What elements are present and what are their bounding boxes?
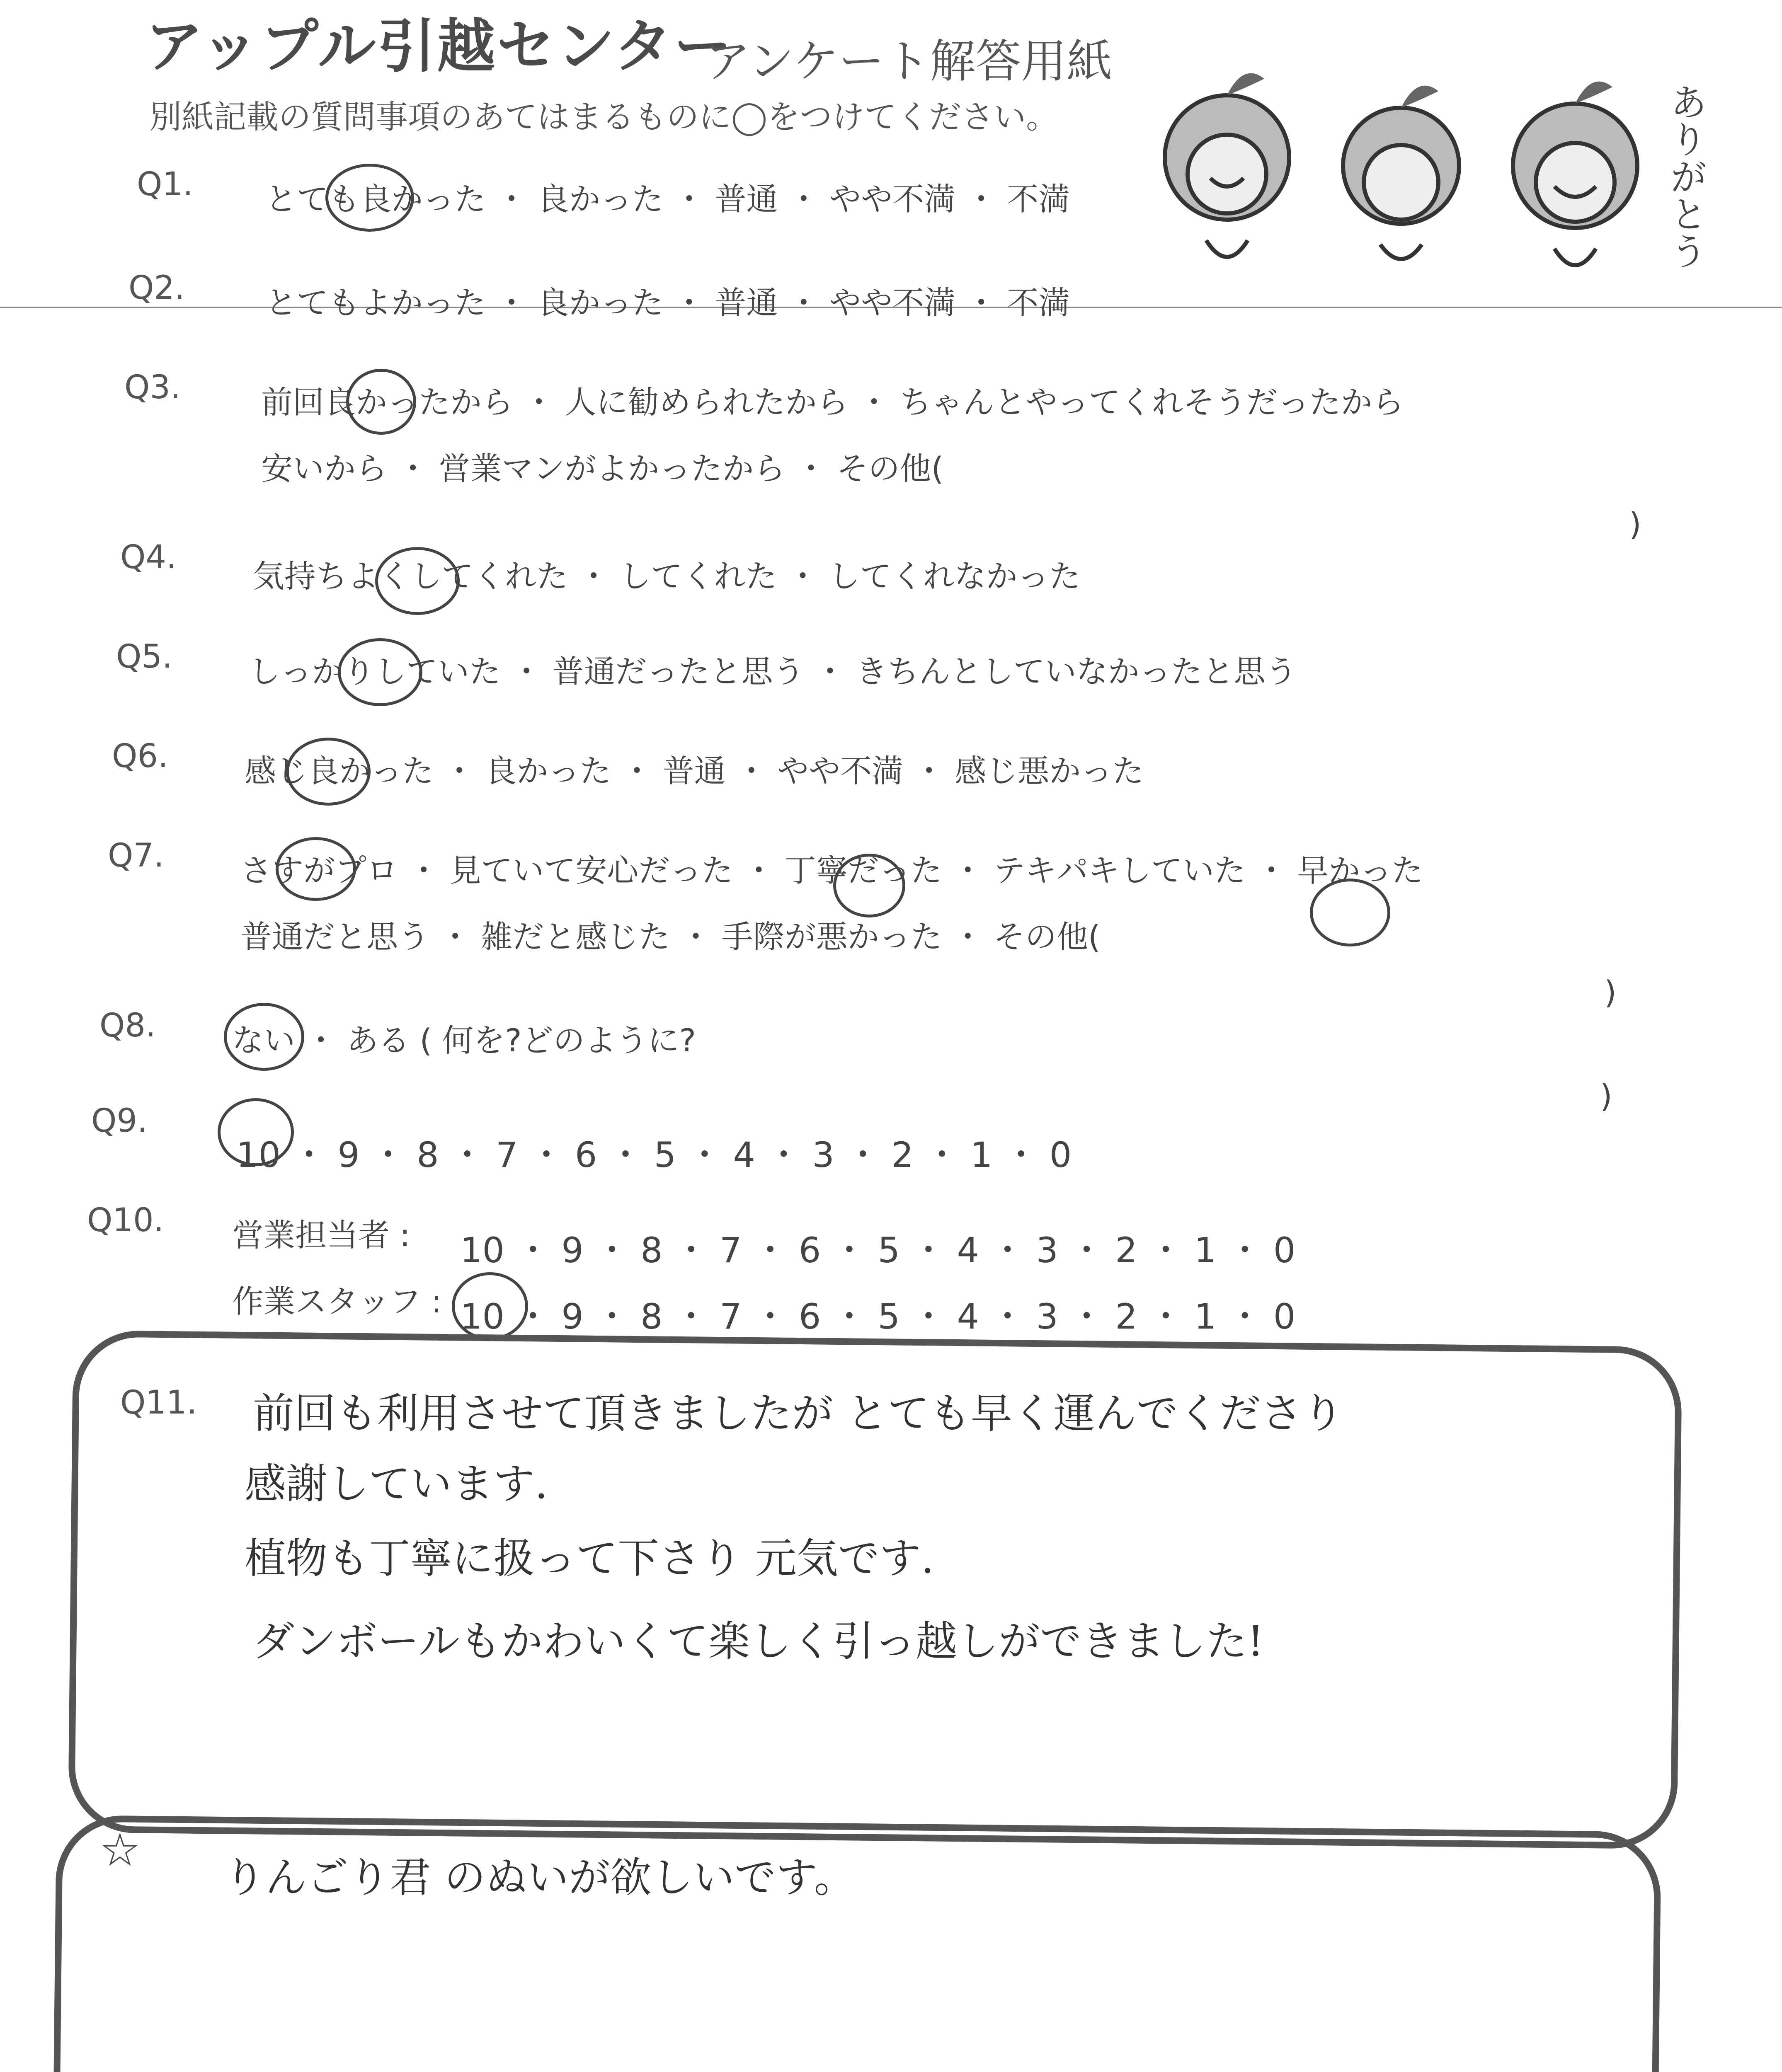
q7-label: Q7. — [108, 837, 164, 874]
q10-sales-scale: 10 ・ 9 ・ 8 ・ 7 ・ 6 ・ 5 ・ 4 ・ 3 ・ 2 ・ 1 ・ 0 — [460, 1230, 1296, 1271]
q11-comment-line1: 前回も利用させて頂きましたが とても早く運んでくださり — [253, 1389, 1344, 1438]
q7-options-line1: さすがプロ ・ 見ていて安心だった ・ 丁寧だった ・ テキパキしていた ・ 早かった — [240, 852, 1423, 889]
q5-label: Q5. — [116, 638, 172, 675]
q10-label: Q10. — [87, 1202, 164, 1239]
q10-sales-label: 営業担当者 : — [232, 1217, 410, 1254]
answer-circle — [286, 738, 371, 806]
q11-comment-line2: 感謝しています. — [245, 1460, 548, 1508]
q3-label: Q3. — [124, 369, 181, 406]
q7-options-line2: 普通だと思う ・ 雑だと感じた ・ 手際が悪かった ・ その他( — [240, 918, 1101, 955]
answer-circle — [218, 1098, 294, 1166]
answer-circle — [833, 854, 905, 917]
answer-circle — [224, 1003, 304, 1071]
q11-label: Q11. — [120, 1384, 197, 1421]
mascot-caption: ありがとう — [1663, 83, 1707, 269]
q9-label: Q9. — [91, 1102, 148, 1140]
answer-circle — [325, 164, 414, 232]
q8-options: ない ・ ある ( 何を?どのように? — [232, 1022, 696, 1059]
q4-options: 気持ちよくしてくれた ・ してくれた ・ してくれなかった — [253, 558, 1081, 595]
q3-close-paren: ) — [1629, 506, 1641, 542]
q6-label: Q6. — [112, 738, 168, 775]
answer-circle — [452, 1272, 528, 1340]
mascot-illustration — [1144, 54, 1724, 286]
q11-comment-line4: ダンボールもかわいくて楽しく引っ越しができました! — [253, 1617, 1264, 1665]
q9-scale: 10 ・ 9 ・ 8 ・ 7 ・ 6 ・ 5 ・ 4 ・ 3 ・ 2 ・ 1 ・ 0 — [236, 1135, 1072, 1175]
q1-label: Q1. — [137, 166, 193, 203]
form-subtitle: アンケート解答用紙 — [705, 35, 1113, 88]
q5-options: しっかりしていた ・ 普通だったと思う ・ きちんとしていなかったと思う — [249, 653, 1297, 690]
answer-circle — [346, 369, 416, 435]
q11-comment-line3: 植物も丁寧に扱って下さり 元気です. — [245, 1534, 934, 1583]
form-title: アップル引越センター — [145, 13, 734, 80]
q8-close-paren: ) — [1600, 1077, 1612, 1114]
answer-circle — [338, 638, 422, 706]
q2-label: Q2. — [128, 269, 185, 307]
q2-options: とてもよかった ・ 良かった ・ 普通 ・ やや不満 ・ 不満 — [265, 284, 1070, 321]
q4-label: Q4. — [120, 539, 177, 576]
star-icon: ☆ — [99, 1823, 141, 1876]
answer-circle — [1310, 879, 1390, 946]
q3-options-line1: 前回良かったから ・ 人に勧められたから ・ ちゃんとやってくれそうだったから — [261, 384, 1404, 421]
answer-circle — [375, 547, 460, 615]
q3-options-line2: 安いから ・ 営業マンがよかったから ・ その他( — [261, 450, 944, 487]
answer-circle — [276, 837, 356, 901]
q7-close-paren: ) — [1604, 974, 1617, 1011]
q6-options: 感じ良かった ・ 良かった ・ 普通 ・ やや不満 ・ 感じ悪かった — [245, 753, 1144, 789]
q1-options: とても良かった ・ 良かった ・ 普通 ・ やや不満 ・ 不満 — [265, 181, 1070, 218]
q10-staff-scale: 10 ・ 9 ・ 8 ・ 7 ・ 6 ・ 5 ・ 4 ・ 3 ・ 2 ・ 1 ・ 0 — [460, 1296, 1296, 1337]
q10-staff-label: 作業スタッフ : — [232, 1283, 442, 1320]
q8-label: Q8. — [99, 1007, 156, 1044]
free-comment-text: りんごり君 のぬいが欲しいです。 — [224, 1853, 856, 1902]
instruction-text: 別紙記載の質問事項のあてはまるものに◯をつけてください。 — [149, 99, 1059, 136]
